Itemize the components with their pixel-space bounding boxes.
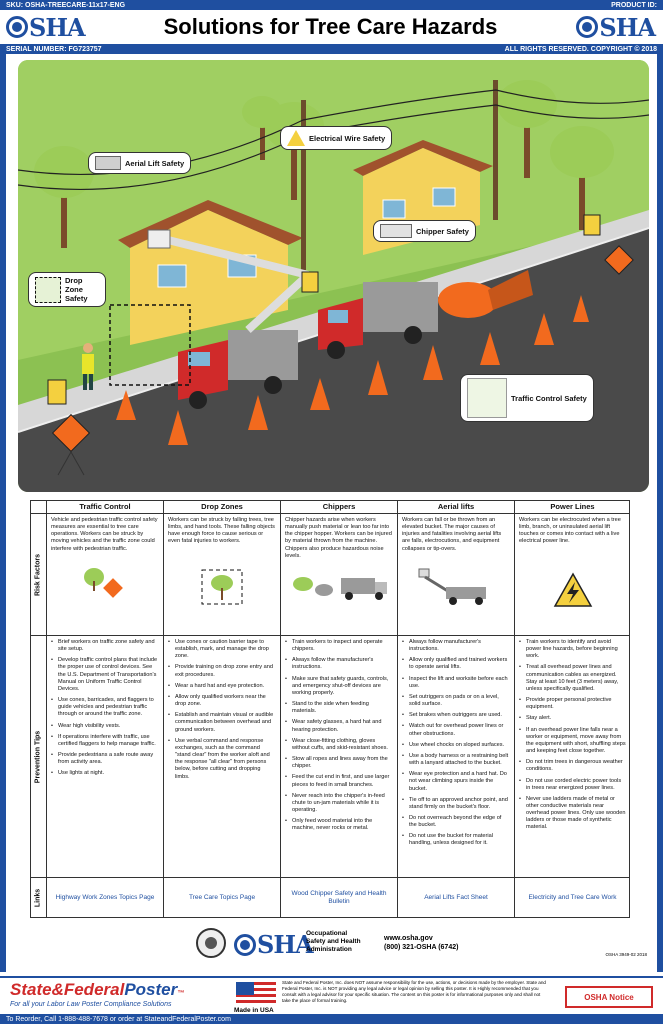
list-item: • Use verbal command and response exchanges, such as the command "stand clear" from the worker aloft and the response "all clear" from persons below, before cutting and dropping limbs. bbox=[168, 738, 276, 781]
risk-cell-aerial-lifts: Workers can fall or be thrown from an elevated bucket. The major causes of injuries and fatalities involving aerial lifts are falls, electrocutions, and equipment collapses or tip-overs. bbox=[398, 514, 515, 636]
row-label-prevention: Prevention Tips bbox=[31, 636, 47, 878]
tips-cell-aerial-lifts bbox=[398, 636, 515, 878]
publisher-footer bbox=[0, 976, 663, 1016]
chipper-truck-icon bbox=[380, 224, 412, 238]
list-item: • Do not use the bucket for material handling, unless designed for it. bbox=[402, 833, 510, 847]
callout-chipper: Chipper Safety bbox=[373, 220, 476, 242]
col-header-aerial-lifts: Aerial lifts bbox=[398, 501, 515, 514]
brand-state-federal: State&Federal bbox=[10, 980, 125, 999]
list-item: • Train workers to inspect and operate chippers. bbox=[285, 639, 393, 653]
list-item: • Watch out for overhead power lines or other obstructions. bbox=[402, 723, 510, 737]
list-item: • Do not trim trees in dangerous weather conditions. bbox=[519, 759, 626, 773]
brand-tagline: For all your Labor Law Poster Compliance Solutions bbox=[10, 1001, 172, 1008]
drop-zone-icon bbox=[200, 568, 244, 606]
osha-contact bbox=[384, 934, 458, 953]
caution-sign-icon bbox=[48, 380, 66, 404]
brand-tm: ™ bbox=[177, 990, 185, 997]
right-border-stripe bbox=[657, 54, 663, 972]
aerial-lift-truck-icon bbox=[95, 156, 121, 170]
tips-cell-power-lines bbox=[515, 636, 630, 878]
link-highway-work-zones[interactable]: Highway Work Zones Topics Page bbox=[47, 878, 164, 918]
list-item: • Stay alert. bbox=[519, 715, 626, 722]
list-item: • Inspect the lift and worksite before each use. bbox=[402, 676, 510, 690]
tips-list-aerial-lifts bbox=[402, 639, 510, 848]
link-tree-care-topics[interactable]: Tree Care Topics Page bbox=[164, 878, 281, 918]
list-item: • Provide pedestrians a safe route away from activity area. bbox=[51, 752, 159, 766]
list-item: • Allow only qualified workers near the drop zone. bbox=[168, 694, 276, 708]
risk-cell-power-lines: Workers can be electrocuted when a tree limb, branch, or uninsulated aerial lift touches or comes into contact with a live electrical power line. bbox=[515, 514, 630, 636]
traffic-control-icon bbox=[467, 378, 507, 418]
list-item: • Use cones or caution barrier tape to establish, mark, and manage the drop zone. bbox=[168, 639, 276, 660]
list-item: • Stow all ropes and lines away from the chipper. bbox=[285, 756, 393, 770]
list-item: • Always follow the manufacturer's instructions. bbox=[285, 657, 393, 671]
list-item: • Do not overreach beyond the edge of the bucket. bbox=[402, 815, 510, 829]
made-in-usa-text: Made in USA bbox=[234, 1007, 274, 1014]
list-item: • Use a body harness or a restraining belt with a lanyard attached to the bucket. bbox=[402, 753, 510, 767]
osha-logo-circle-icon bbox=[234, 934, 256, 956]
list-item: • Establish and maintain visual or audible communication between overhead and ground workers. bbox=[168, 712, 276, 733]
disclaimer-text: State and Federal Poster, Inc. does NOT assume responsibility for the use, actions, or decisions made by the employer. State and Federal Poster, Inc. is NOT providing any legal advice or legal opinion by selling this poster. It is Highly recommended that you consult with a legal advisor for your specific situation. The content on this poster is for informational purposes only and shall not take the place of formal training. bbox=[282, 980, 546, 1003]
table-corner bbox=[31, 501, 47, 514]
tips-list-traffic bbox=[51, 639, 159, 778]
col-header-traffic: Traffic Control bbox=[47, 501, 164, 514]
list-item: • Only feed wood material into the machine, never rocks or metal. bbox=[285, 818, 393, 832]
osha-logo-right: SHA bbox=[576, 13, 655, 42]
chipper-icon bbox=[289, 572, 389, 602]
link-wood-chipper-bulletin[interactable]: Wood Chipper Safety and Health Bulletin bbox=[281, 878, 398, 918]
callout-electrical-wire: Electrical Wire Safety bbox=[280, 126, 392, 150]
list-item: • Do not use corded electric power tools in trees near energized power lines. bbox=[519, 778, 626, 792]
list-item: • Never use ladders made of metal or other conductive materials near overhead power lines. Only use wooden ladders or those made of synthetic material. bbox=[519, 796, 626, 832]
osha-publication-code: OSHA 3949-02 2018 bbox=[605, 952, 647, 957]
list-item: • Use lights at night. bbox=[51, 770, 159, 777]
tips-list-power-lines bbox=[519, 639, 626, 832]
osha-logo-left: SHA bbox=[6, 13, 85, 42]
risk-cell-chippers: Chipper hazards arise when workers manually push material or lean too far into the chipper hopper. Workers can be injured by material thrown from the machine. Chippers also produce hazardous noise levels. bbox=[281, 514, 398, 636]
scene-svg bbox=[18, 60, 649, 492]
callout-traffic-control: Traffic Control Safety bbox=[460, 374, 594, 422]
osha-logo-circle-icon bbox=[6, 16, 28, 38]
link-aerial-lifts-fact-sheet[interactable]: Aerial Lifts Fact Sheet bbox=[398, 878, 515, 918]
osha-footer bbox=[0, 920, 663, 972]
tips-list-chippers bbox=[285, 639, 393, 832]
risk-cell-drop-zones: Workers can be struck by falling trees, tree limbs, and hand tools. These falling objects have enough force to cause serious or even fatal injuries to workers. bbox=[164, 514, 281, 636]
risk-cell-traffic: Vehicle and pedestrian traffic control safety measures are essential to tree care operations. Workers can be struck by moving vehicles and the traffic zone could interfere with pedestrian traffic. bbox=[47, 514, 164, 636]
left-border-stripe bbox=[0, 54, 6, 972]
callout-drop-zone: Drop Zone Safety bbox=[28, 272, 106, 307]
list-item: • Tie off to an approved anchor point, and stand firmly on the bucket's floor. bbox=[402, 797, 510, 811]
list-item: • Never reach into the chipper's in-feed chute to un-jam materials while it is operating. bbox=[285, 793, 393, 814]
caution-sign-icon bbox=[302, 272, 318, 292]
product-id-text: PRODUCT ID: bbox=[611, 1, 657, 9]
usa-flag-icon bbox=[236, 982, 276, 1006]
electrical-hazard-icon bbox=[553, 572, 593, 608]
list-item: • Wear a hard hat and eye protection. bbox=[168, 683, 276, 690]
list-item: • Set outriggers on pads or on a level, solid surface. bbox=[402, 694, 510, 708]
col-header-chippers: Chippers bbox=[281, 501, 398, 514]
aerial-lift-icon bbox=[411, 565, 501, 605]
tree-care-illustration bbox=[18, 60, 649, 492]
traffic-control-icon bbox=[80, 565, 130, 605]
list-item: • Train workers to identify and avoid power line hazards, before beginning work. bbox=[519, 639, 626, 660]
brand-poster: Poster bbox=[124, 980, 178, 999]
list-item: • Use wheel chocks on sloped surfaces. bbox=[402, 742, 510, 749]
col-header-drop-zones: Drop Zones bbox=[164, 501, 281, 514]
publisher-brand bbox=[10, 981, 220, 1008]
page-title: Solutions for Tree Care Hazards bbox=[163, 14, 498, 39]
sku-text: SKU: OSHA-TREECARE-11x17-ENG bbox=[6, 1, 126, 9]
drop-zone-icon bbox=[35, 277, 61, 303]
list-item: • Develop traffic control plans that include the proper use of control devices. See the U.S. Department of Transportation's Manual on Uniform Traffic Control Devices. bbox=[51, 657, 159, 693]
title-row bbox=[0, 10, 663, 44]
list-item: • Wear eye protection and a hard hat. Do not wear climbing spurs inside the bucket. bbox=[402, 771, 510, 792]
col-header-power-lines: Power Lines bbox=[515, 501, 630, 514]
electrical-hazard-icon bbox=[287, 130, 305, 146]
list-item: • Treat all overhead power lines and communication cables as energized. Stay at least 10 feet (3 meters) away, unless specifically qualified. bbox=[519, 664, 626, 693]
tips-list-drop-zones bbox=[168, 639, 276, 781]
row-label-links: Links bbox=[31, 878, 47, 918]
osha-logo-circle-icon bbox=[576, 16, 598, 38]
top-info-bar bbox=[0, 0, 663, 10]
list-item: • Use cones, barricades, and flaggers to guide vehicles and pedestrian traffic through or around the traffic zone. bbox=[51, 697, 159, 718]
list-item: • Wear high visibility vests. bbox=[51, 723, 159, 730]
copyright-text: ALL RIGHTS RESERVED. COPYRIGHT © 2018 bbox=[504, 45, 657, 53]
list-item: • Feed the cut end in first, and use larger pieces to feed in small branches. bbox=[285, 774, 393, 788]
list-item: • Wear close-fitting clothing, gloves without cuffs, and skid-resistant shoes. bbox=[285, 738, 393, 752]
tips-cell-drop-zones bbox=[164, 636, 281, 878]
caution-sign-icon bbox=[584, 215, 600, 235]
serial-number-text: SERIAL NUMBER: FG723757 bbox=[6, 45, 102, 53]
serial-bar bbox=[0, 44, 663, 54]
notice-label: OSHA Notice bbox=[565, 986, 653, 1008]
row-label-risk: Risk Factors bbox=[31, 514, 47, 636]
list-item: • Always follow manufacturer's instructions. bbox=[402, 639, 510, 653]
tips-cell-traffic bbox=[47, 636, 164, 878]
list-item: • Allow only qualified and trained workers to operate aerial lifts. bbox=[402, 657, 510, 671]
list-item: • Stand to the side when feeding materials. bbox=[285, 701, 393, 715]
osha-agency-name: Occupational Safety and Health Administration bbox=[306, 930, 361, 954]
hazards-table bbox=[30, 500, 630, 918]
osha-website[interactable]: www.osha.gov bbox=[384, 935, 433, 942]
list-item: • Make sure that safety guards, controls, and emergency shut-off devices are working properly. bbox=[285, 676, 393, 697]
list-item: • Wear safety glasses, a hard hat and hearing protection. bbox=[285, 719, 393, 733]
callout-aerial-lift: Aerial Lift Safety bbox=[88, 152, 191, 174]
list-item: • Brief workers on traffic zone safety and site setup. bbox=[51, 639, 159, 653]
list-item: • If operations interfere with traffic, use certified flaggers to help manage traffic. bbox=[51, 734, 159, 748]
dol-seal-icon bbox=[196, 928, 226, 958]
osha-phone: (800) 321-OSHA (6742) bbox=[384, 944, 459, 952]
list-item: • Provide proper personal protective equipment. bbox=[519, 697, 626, 711]
list-item: • Provide training on drop zone entry and exit procedures. bbox=[168, 664, 276, 678]
link-electricity-tree-care[interactable]: Electricity and Tree Care Work bbox=[528, 893, 617, 901]
list-item: • Set brakes when outriggers are used. bbox=[402, 712, 510, 719]
tips-cell-chippers bbox=[281, 636, 398, 878]
list-item: • If an overhead power line falls near a worker or equipment, move away from the equipment with short, shuffling steps and keeping feet close together. bbox=[519, 727, 626, 756]
osha-footer-logo: SHA bbox=[234, 930, 313, 959]
reorder-bar: To Reorder, Call 1-888-488-7678 or order at StateandFederalPoster.com bbox=[0, 1014, 663, 1024]
